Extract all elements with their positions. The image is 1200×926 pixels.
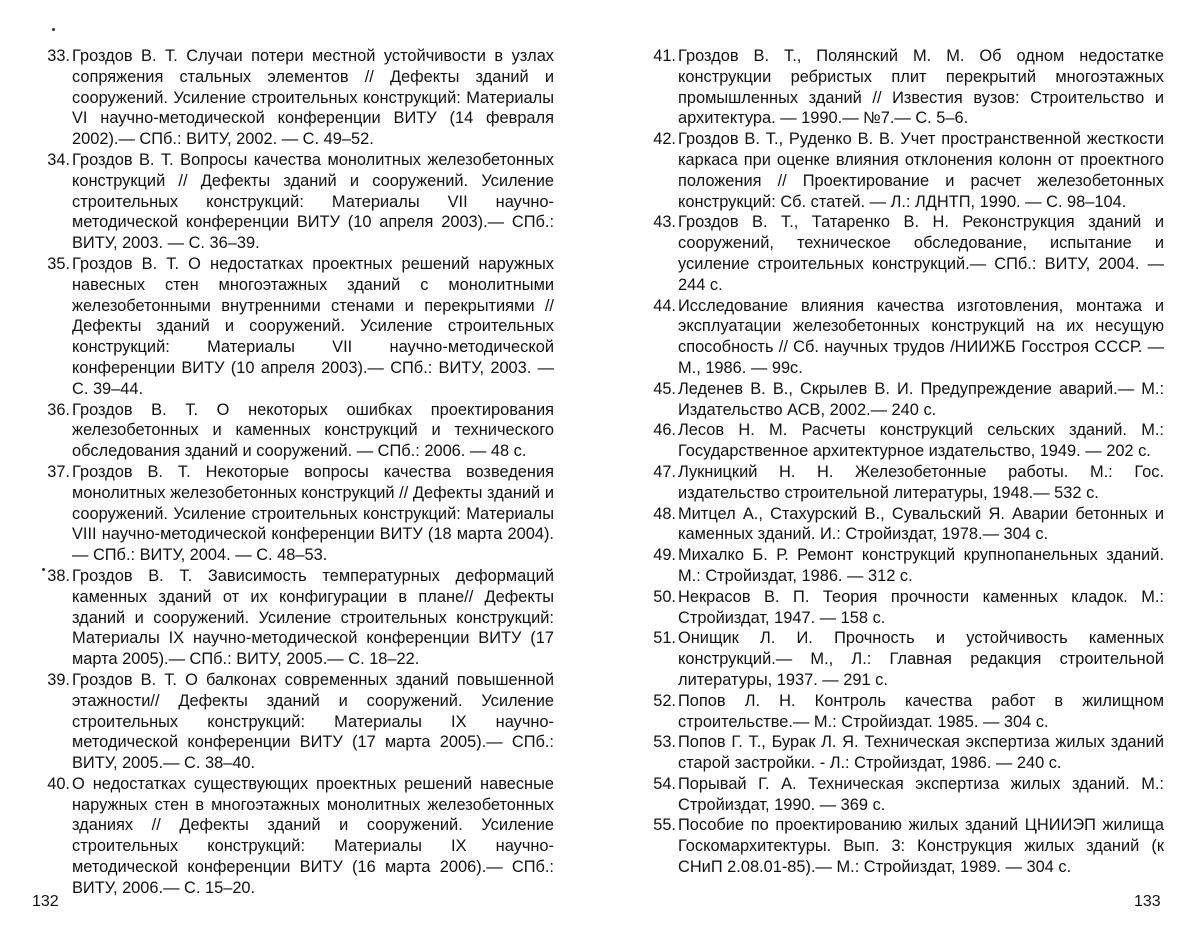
reference-number: 38. bbox=[47, 566, 70, 585]
reference-text: Гроздов В. Т. О балконах современных зданий повышенной этажности// Дефекты зданий и сооружений. Усиление строительных конструкций: Материалы IX научно-методической конференции ВИТУ (17 марта 2005).— СПб.: ВИТУ, 2005.— С. 38–40. bbox=[72, 670, 554, 773]
reference-item bbox=[34, 150, 554, 254]
reference-item bbox=[640, 628, 1164, 690]
reference-text: Гроздов В. Т. О недостатках проектных решений наружных навесных стен многоэтажных зданий с монолитными железобетонными внутренними стенами и перекрытиями // Дефекты зданий и сооружений. Усиление строительных конструкций: Материалы VII научно-методической конференции ВИТУ (10 апреля 2003).— СПб.: ВИТУ, 2003. — С. 39–44. bbox=[72, 254, 554, 398]
scan-speck bbox=[52, 28, 55, 31]
reference-number: 34. bbox=[47, 150, 70, 169]
reference-item bbox=[640, 545, 1164, 587]
reference-number: 42. bbox=[653, 130, 676, 149]
reference-text: Исследование влияния качества изготовления, монтажа и эксплуатации железобетонных конструкций на их несущую способность // Сб. научных трудов /НИИЖБ Госстроя СССР. — М., 1986. — 99с. bbox=[678, 296, 1164, 377]
reference-number: 36. bbox=[47, 400, 70, 419]
reference-text: Гроздов В. Т. Некоторые вопросы качества возведения монолитных железобетонных конструкций // Дефекты зданий и сооружений. Усиление строительных конструкций: Материалы VIII научно-методической конференции ВИТУ (18 марта 2004).— СПб.: ВИТУ, 2004. — С. 48–53. bbox=[72, 462, 554, 565]
reference-text: Онищик Л. И. Прочность и устойчивость каменных конструкций.— М., Л.: Главная редакция строительной литературы, 1937. — 291 с. bbox=[678, 629, 1164, 689]
reference-text: Гроздов В. Т. Случаи потери местной устойчивости в узлах сопряжения стальных элементов // Дефекты зданий и сооружений. Усиление строительных конструкций: Материалы VI научно-методической конференции ВИТУ (14 февраля 2002).— СПб.: ВИТУ, 2002. — С. 49–52. bbox=[72, 47, 554, 149]
reference-item bbox=[640, 774, 1164, 816]
reference-item bbox=[34, 774, 554, 899]
reference-number: 54. bbox=[653, 774, 676, 793]
reference-text: Попов Л. Н. Контроль качества работ в жилищном строительстве.— М.: Стройиздат. 1985. — 304 с. bbox=[678, 691, 1164, 731]
reference-number: 40. bbox=[47, 774, 70, 793]
reference-text: Некрасов В. П. Теория прочности каменных кладок. М.: Стройиздат, 1947. — 158 с. bbox=[678, 587, 1164, 627]
reference-item bbox=[34, 254, 554, 400]
page-number-left: 132 bbox=[32, 893, 59, 910]
reference-number: 44. bbox=[653, 296, 676, 315]
left-page bbox=[34, 46, 554, 899]
reference-text: Митцел А., Стахурский В., Сувальский Я. Аварии бетонных и каменных зданий. И.: Стройиздат, 1978.— 304 с. bbox=[678, 504, 1164, 544]
reference-number: 43. bbox=[653, 213, 676, 232]
reference-number: 35. bbox=[47, 254, 70, 273]
reference-number: 52. bbox=[653, 691, 676, 710]
reference-number: 46. bbox=[653, 421, 676, 440]
reference-number: 49. bbox=[653, 546, 676, 565]
reference-number: 39. bbox=[47, 670, 70, 689]
reference-item bbox=[640, 420, 1164, 462]
reference-item bbox=[640, 129, 1164, 212]
reference-text: Попов Г. Т., Бурак Л. Я. Техническая экспертиза жилых зданий старой застройки. - Л.: Стройиздат, 1986. — 240 с. bbox=[678, 733, 1164, 773]
reference-item bbox=[640, 587, 1164, 629]
reference-item bbox=[640, 212, 1164, 295]
reference-text: Лукницкий Н. Н. Железобетонные работы. М.: Гос. издательство строительной литературы, 1948.— 532 с. bbox=[678, 462, 1164, 502]
reference-item bbox=[34, 400, 554, 462]
reference-item bbox=[34, 670, 554, 774]
reference-item bbox=[640, 815, 1164, 877]
reference-number: 53. bbox=[653, 733, 676, 752]
reference-item bbox=[640, 691, 1164, 733]
reference-item bbox=[34, 46, 554, 150]
reference-item bbox=[640, 462, 1164, 504]
reference-text: Гроздов В. Т. Зависимость температурных деформаций каменных зданий от их конфигурации в плане// Дефекты зданий и сооружений. Усиление строительных конструкций: Материалы IX научно-методической конференции ВИТУ (17 марта 2005).— СПб.: ВИТУ, 2005.— С. 18–22. bbox=[72, 566, 554, 669]
reference-item bbox=[34, 462, 554, 566]
reference-number: 37. bbox=[47, 462, 70, 481]
reference-number: 50. bbox=[653, 587, 676, 606]
reference-number: 55. bbox=[653, 816, 676, 835]
reference-number: 48. bbox=[653, 504, 676, 523]
reference-number: 33. bbox=[47, 47, 70, 65]
reference-item bbox=[640, 296, 1164, 379]
reference-number: 41. bbox=[653, 47, 676, 65]
reference-text: Гроздов В. Т., Татаренко В. Н. Реконструкция зданий и сооружений, техническое обследование, испытание и усиление строительных конструкций.— СПб.: ВИТУ, 2004. — 244 с. bbox=[678, 213, 1164, 294]
reference-text: Гроздов В. Т. О некоторых ошибках проектирования железобетонных и каменных конструкций и технического обследования зданий и сооружений. — СПб.: 2006. — 48 с. bbox=[72, 400, 554, 461]
reference-text: Гроздов В. Т. Вопросы качества монолитных железобетонных конструкций // Дефекты зданий и сооружений. Усиление строительных конструкций: Материалы VII научно-методической конференции ВИТУ (10 апреля 2003).— СПб.: ВИТУ, 2003. — С. 36–39. bbox=[72, 150, 554, 253]
reference-number: 47. bbox=[653, 462, 676, 481]
reference-item bbox=[640, 732, 1164, 774]
right-page bbox=[640, 46, 1164, 878]
reference-text: Гроздов В. Т., Руденко В. В. Учет пространственной жесткости каркаса при оценке влияния отклонения колонн от проектного положения // Проектирование и расчет железобетонных конструкций: Сб. статей. — Л.: ЛДНТП, 1990. — С. 98–104. bbox=[678, 130, 1164, 211]
reference-number: 45. bbox=[653, 379, 676, 398]
reference-text: Леденев В. В., Скрылев В. И. Предупреждение аварий.— М.: Издательство АСВ, 2002.— 240 с. bbox=[678, 379, 1164, 419]
page-number-right: 133 bbox=[1134, 893, 1161, 910]
reference-item bbox=[640, 46, 1164, 129]
scan-speck bbox=[42, 568, 45, 571]
reference-item bbox=[640, 379, 1164, 421]
reference-number: 51. bbox=[653, 629, 676, 648]
reference-item bbox=[640, 504, 1164, 546]
reference-text: Гроздов В. Т., Полянский М. М. Об одном недостатке конструкции ребристых плит перекрытий многоэтажных промышленных зданий // Известия вузов: Строительство и архитектура. — 1990.— №7.— С. 5–6. bbox=[678, 47, 1164, 128]
reference-text: Михалко Б. Р. Ремонт конструкций крупнопанельных зданий. М.: Стройиздат, 1986. — 312 с. bbox=[678, 546, 1164, 585]
reference-text: Пособие по проектированию жилых зданий ЦНИИЭП жилища Госкомархитектуры. Вып. 3: Конструкция жилых зданий (к СНиП 2.08.01-85).— М.: Стройиздат, 1989. — 304 с. bbox=[678, 816, 1164, 877]
reference-text: Порывай Г. А. Техническая экспертиза жилых зданий. М.: Стройиздат, 1990. — 369 с. bbox=[678, 774, 1164, 814]
reference-text: Лесов Н. М. Расчеты конструкций сельских зданий. М.: Государственное архитектурное издательство, 1949. — 202 с. bbox=[678, 421, 1164, 461]
reference-text: О недостатках существующих проектных решений навесные наружных стен в многоэтажных монолитных железобетонных зданиях // Дефекты зданий и сооружений. Усиление строительных конструкций: Материалы IX научно-методической конференции ВИТУ (16 марта 2006).— СПб.: ВИТУ, 2006.— С. 15–20. bbox=[72, 774, 554, 897]
reference-item bbox=[34, 566, 554, 670]
